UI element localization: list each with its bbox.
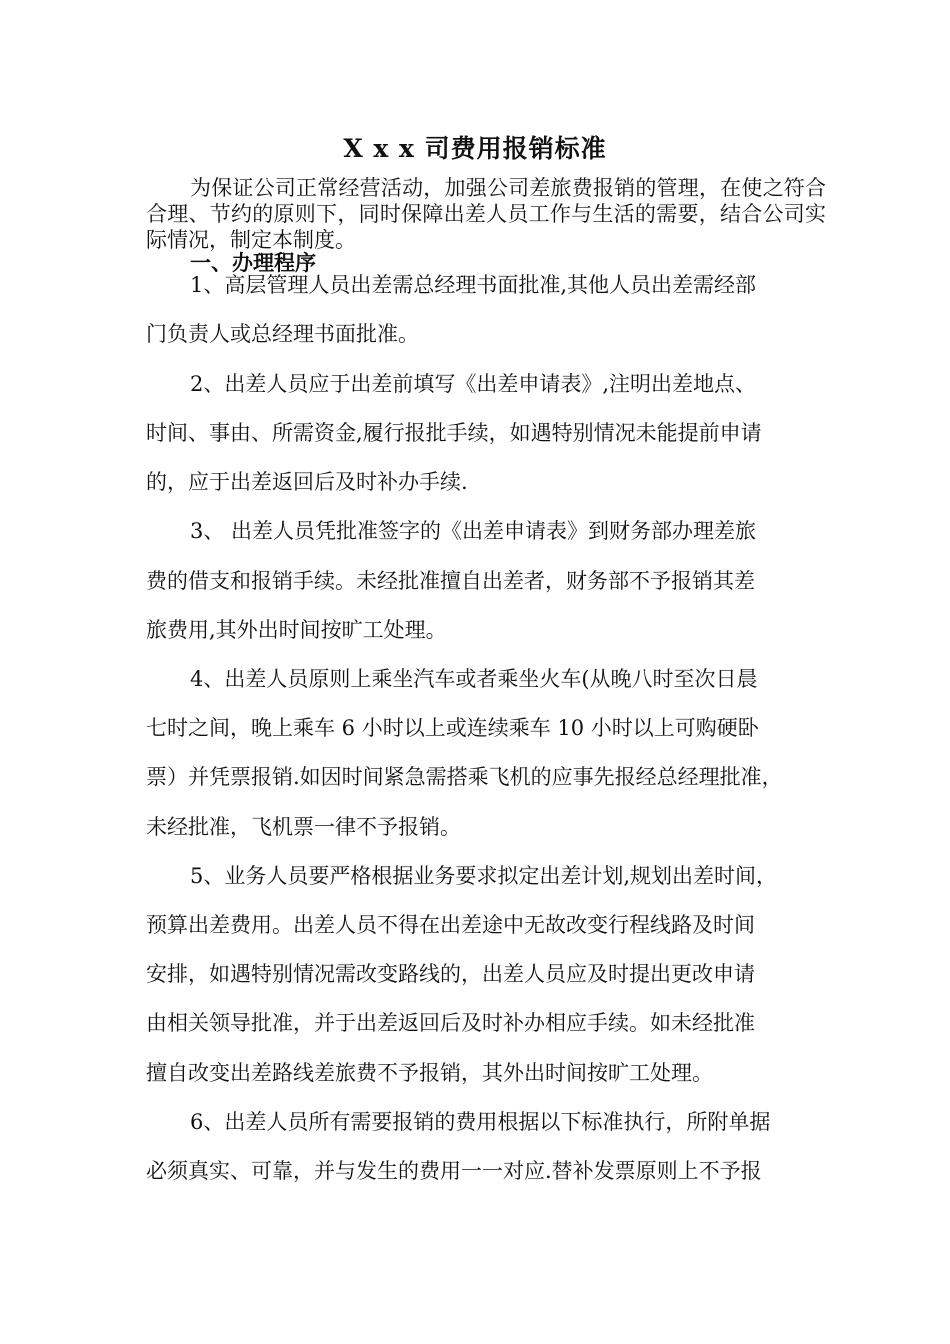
section-heading-procedure: 一、办理程序	[190, 250, 316, 275]
text-line: 4、出差人员原则上乘坐汽车或者乘坐火车(从晚八时至次日晨	[190, 667, 758, 691]
text-line: 的，应于出差返回后及时补办手续.	[146, 470, 468, 494]
document-title: X x x 司费用报销标准	[343, 134, 607, 163]
text-line: 预算出差费用。出差人员不得在出差途中无故改变行程线路及时间	[146, 913, 755, 937]
text-line: 2、出差人员应于出差前填写《出差申请表》,注明出差地点、	[190, 372, 757, 396]
text-line: 擅自改变出差路线差旅费不予报销，其外出时间按旷工处理。	[146, 1061, 713, 1085]
text-line: 安排，如遇特别情况需改变路线的，出差人员应及时提出更改申请	[146, 962, 755, 986]
text-line: 未经批准，飞机票一律不予报销。	[146, 815, 461, 839]
text-line: 七时之间，晚上乘车 6 小时以上或连续乘车 10 小时以上可购硬卧	[146, 716, 759, 740]
text-line: 5、业务人员要严格根据业务要求拟定出差计划,规划出差时间，	[190, 864, 778, 888]
text-line: 门负责人或总经理书面批准。	[146, 322, 419, 346]
intro-paragraph: 为保证公司正常经营活动，加强公司差旅费报销的管理，在使之符合合理、节约的原则下，同时保障出差人员工作与生活的需要，结合公司实际情况，制定本制度。	[146, 176, 826, 252]
text-line: 6、出差人员所有需要报销的费用根据以下标准执行，所附单据	[190, 1110, 771, 1134]
text-line: 费的借支和报销手续。未经批准擅自出差者，财务部不予报销其差	[146, 569, 755, 593]
text-line: 旅费用,其外出时间按旷工处理。	[146, 618, 447, 642]
text-line: 票）并凭票报销.如因时间紧急需搭乘飞机的应事先报经总经理批准，	[146, 765, 783, 789]
text-line: 必须真实、可靠，并与发生的费用一一对应.替补发票原则上不予报	[146, 1159, 762, 1183]
text-line: 时间、事由、所需资金,履行报批手续，如遇特别情况未能提前申请	[146, 421, 762, 445]
text-line: 由相关领导批准，并于出差返回后及时补办相应手续。如未经批准	[146, 1011, 755, 1035]
text-line: 3、 出差人员凭批准签字的《出差申请表》到财务部办理差旅	[190, 519, 757, 543]
text-line: 1、高层管理人员出差需总经理书面批准,其他人员出差需经部	[190, 273, 757, 297]
